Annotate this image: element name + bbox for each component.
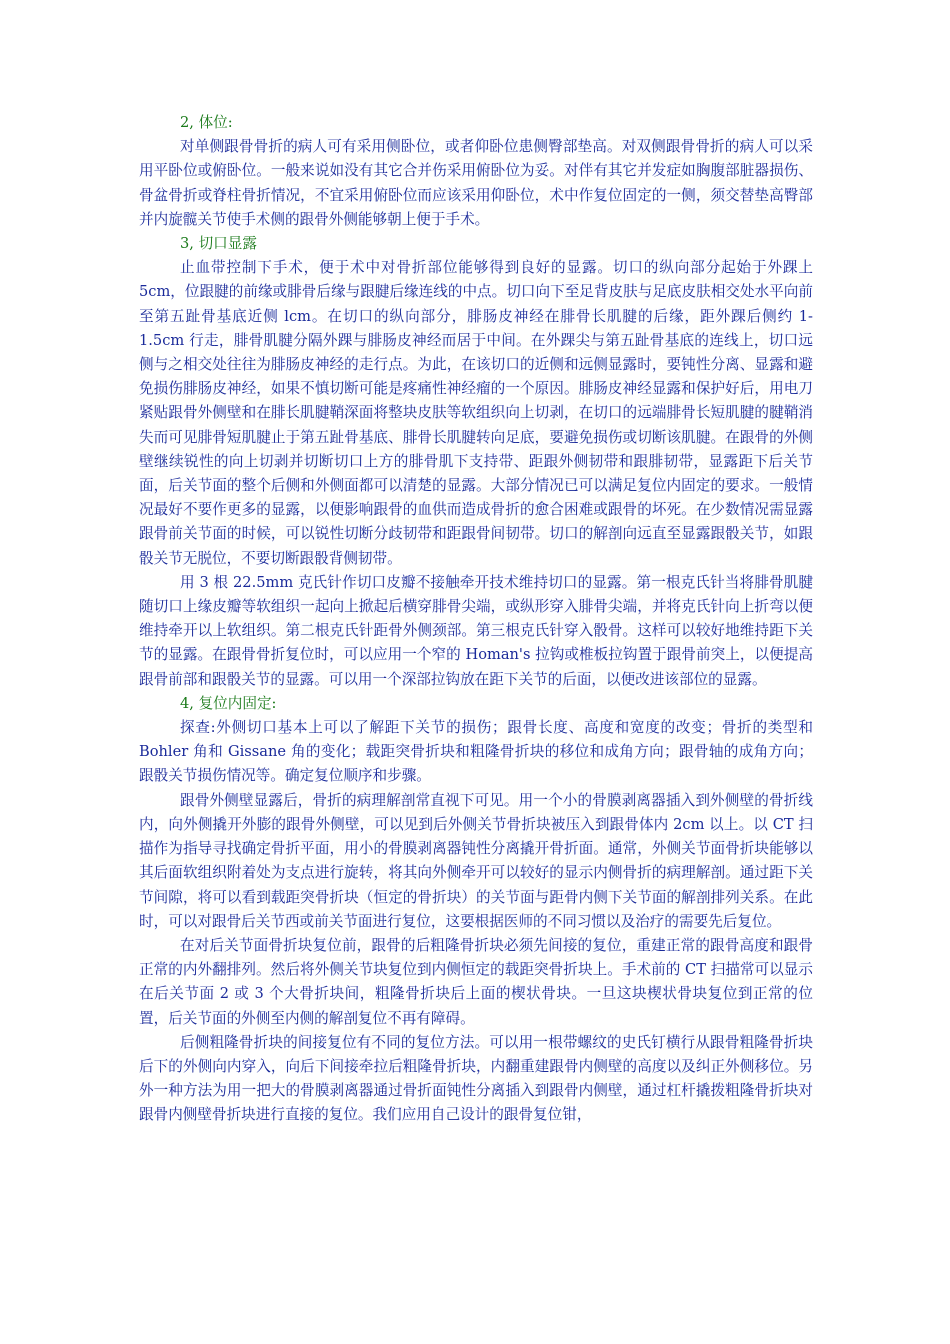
section-heading-incision: 3, 切口显露 bbox=[180, 235, 257, 253]
paragraph: 跟骨外侧壁显露后，骨折的病理解剖常直视下可见。用一个小的骨膜剥离器插入到外侧壁的骨折线内，向外侧撬开外膨的跟骨外侧壁，可以见到后外侧关节骨折块被压入到跟骨体内 2cm 以上。以 CT 扫描作为指导寻找确定骨折平面，用小的骨膜剥离器钝性分离撬开骨折面。通常，外侧关节面骨折块能够以其后面软组织附着处为支点进行旋转，将其向外侧牵开可以较好的显示内侧骨折的病理解剖。通过距下关节间隙，将可以看到载距突骨折块（恒定的骨折块）的关节面与距骨内侧下关节面的解剖排列关系。在此时，可以对跟骨后关节西或前关节面进行复位，这要根据医师的不同习惯以及治疗的需要先后复位。 bbox=[139, 791, 813, 930]
paragraph: 止血带控制下手术，便于术中对骨折部位能够得到良好的显露。切口的纵向部分起始于外踝上 5cm，位跟腱的前缘或腓骨后缘与跟腱后缘连线的中点。切口向下至足背皮肤与足底皮肤相交处水平向前至第五趾骨基底近侧 lcm。在切口的纵向部分，腓肠皮神经在腓骨长肌腱的后缘，距外踝后侧约 1-1.5cm 行走，腓骨肌腱分隔外踝与腓肠皮神经而居于中间。在外踝尖与第五趾骨基底的连线上，切口远侧与之相交处往往为腓肠皮神经的走行点。为此，在该切口的近侧和远侧显露时，要钝性分离、显露和避免损伤腓肠皮神经，如果不慎切断可能是疼痛性神经瘤的一个原因。腓肠皮神经显露和保护好后，用电刀紧贴跟骨外侧壁和在腓长肌腱鞘深面将整块皮肤等软组织向上切剥，在切口的远端腓骨长短肌腱的腱鞘消失而可见腓骨短肌腱止于第五趾骨基底、腓骨长肌腱转向足底，要避免损伤或切断该肌腱。在跟骨的外侧壁继续锐性的向上切剥并切断切口上方的腓骨肌下支持带、距跟外侧韧带和跟腓韧带，显露距下后关节面，后关节面的整个后侧和外侧面都可以清楚的显露。大部分情况已可以满足复位内固定的要求。一般情况最好不要作更多的显露，以便影响跟骨的血供而造成骨折的愈合困难或跟骨的坏死。在少数情况需显露跟骨前关节面的时候，可以锐性切断分歧韧带和距跟骨间韧带。切口的解剖向远直至显露跟骰关节，如跟骰关节无脱位，不要切断跟骰背侧韧带。 bbox=[139, 259, 813, 567]
paragraph: 探查:外侧切口基本上可以了解距下关节的损伤；跟骨长度、高度和宽度的改变；骨折的类型和 Bohler 角和 Gissane 角的变化；载距突骨折块和粗隆骨折块的移位和成角方向；跟骨轴的成角方向；跟骰关节损伤情况等。确定复位顺序和步骤。 bbox=[139, 719, 813, 785]
section-heading-reduction: 4, 复位内固定: bbox=[180, 694, 277, 712]
paragraph: 后侧粗隆骨折块的间接复位有不同的复位方法。可以用一根带螺纹的史氏钉横行从跟骨粗隆骨折块后下的外侧向内穿入，向后下间接牵拉后粗隆骨折块，内翻重建跟骨内侧壁的高度以及纠正外侧移位。另外一种方法为用一把大的骨膜剥离器通过骨折面钝性分离插入到跟骨内侧壁，通过杠杆撬拨粗隆骨折块对跟骨内侧壁骨折块进行直接的复位。我们应用自己设计的跟骨复位钳， bbox=[139, 1033, 813, 1124]
section-heading-position: 2, 体位: bbox=[180, 114, 233, 131]
document-body bbox=[139, 111, 813, 1128]
paragraph: 对单侧跟骨骨折的病人可有采用侧卧位，或者仰卧位患侧臀部垫高。对双侧跟骨骨折的病人可以采用平卧位或俯卧位。一般来说如没有其它合并伤采用俯卧位为妥。对伴有其它并发症如胸腹部脏器损伤、骨盆骨折或脊柱骨折情况，不宜采用俯卧位而应该采用仰卧位，术中作复位固定的一侧，须交替垫高臀部并内旋髋关节使手术侧的跟骨外侧能够朝上便于手术。 bbox=[139, 138, 813, 228]
paragraph: 用 3 根 22.5mm 克氏针作切口皮瓣不接触牵开技术维持切口的显露。第一根克氏针当将腓骨肌腱随切口上缘皮瓣等软组织一起向上掀起后横穿腓骨尖端，或纵形穿入腓骨尖端，并将克氏针向上折弯以便维持牵开以上软组织。第二根克氏针距骨外侧颈部。第三根克氏针穿入骰骨。这样可以较好地维持距下关节的显露。在跟骨骨折复位时，可以应用一个窄的 Homan's 拉钩或椎板拉钩置于跟骨前突上，以便提高跟骨前部和跟骰关节的显露。可以用一个深部拉钩放在距下关节的后面，以便改进该部位的显露。 bbox=[139, 573, 813, 688]
paragraph: 在对后关节面骨折块复位前，跟骨的后粗隆骨折块必须先间接的复位，重建正常的跟骨高度和跟骨正常的内外翻排列。然后将外侧关节块复位到内侧恒定的载距突骨折块上。手术前的 CT 扫描常可以显示在后关节面 2 或 3 个大骨折块间，粗隆骨折块后上面的楔状骨块。一旦这块楔状骨块复位到正常的位置，后关节面的外侧至内侧的解剖复位不再有障碍。 bbox=[139, 936, 813, 1027]
